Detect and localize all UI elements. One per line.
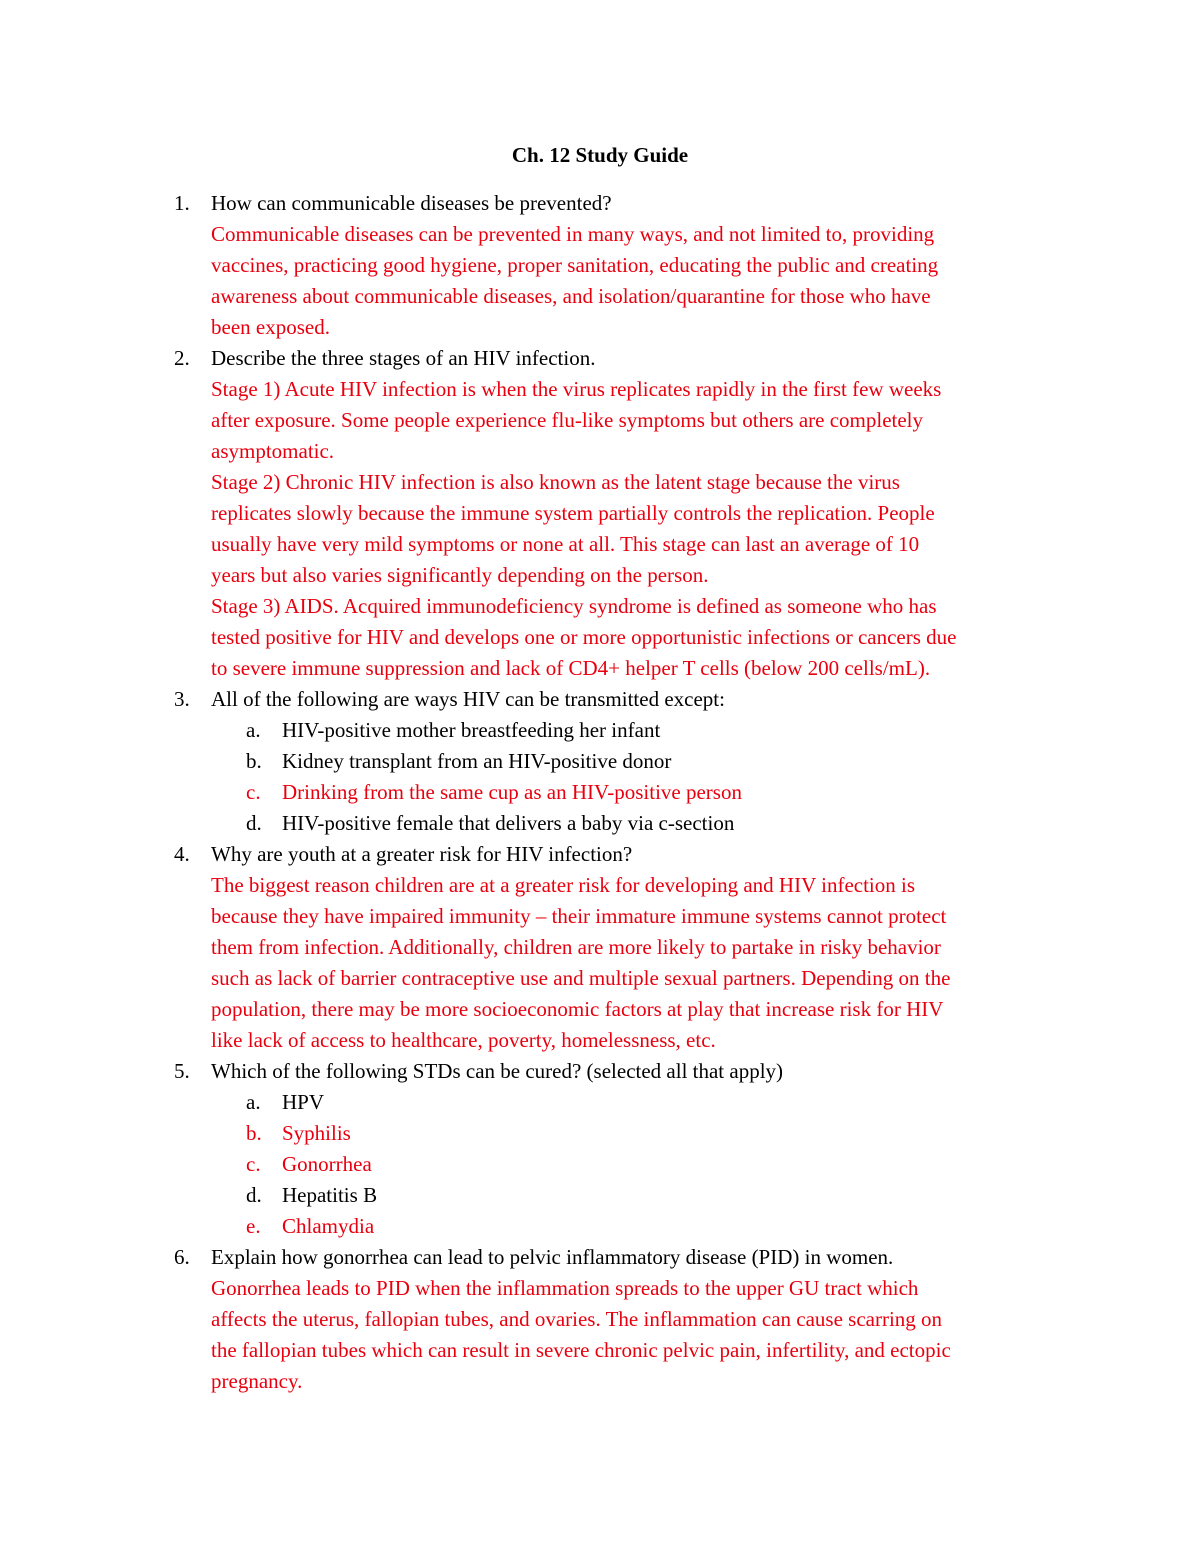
answer-line: affects the uterus, fallopian tubes, and ovaries. The inflammation can cause scarring on	[211, 1307, 943, 1331]
option-letter: d.	[246, 811, 262, 835]
question-5	[0, 1056, 1200, 1242]
question-2	[0, 343, 1200, 684]
answer-line: Stage 2) Chronic HIV infection is also known as the latent stage because the virus	[211, 470, 900, 494]
answer-line: The biggest reason children are at a greater risk for developing and HIV infection is	[211, 873, 916, 897]
question-number: 3.	[174, 687, 190, 711]
answer-line: Gonorrhea leads to PID when the inflammation spreads to the upper GU tract which	[211, 1276, 919, 1300]
answer-line: pregnancy.	[211, 1369, 303, 1393]
question-number: 2.	[174, 346, 190, 370]
question-1	[0, 188, 1200, 343]
option-letter: c.	[246, 780, 261, 804]
question-number: 6.	[174, 1245, 190, 1269]
answer-line: such as lack of barrier contraceptive use and multiple sexual partners. Depending on the	[211, 966, 951, 990]
option-b	[211, 746, 1060, 777]
question-text: Describe the three stages of an HIV infection.	[211, 346, 596, 370]
option-text: Kidney transplant from an HIV-positive donor	[282, 749, 672, 773]
option-b-correct	[211, 1118, 1060, 1149]
answer-line: population, there may be more socioeconomic factors at play that increase risk for HIV	[211, 997, 944, 1021]
option-letter: d.	[246, 1183, 262, 1207]
answer-line: vaccines, practicing good hygiene, proper sanitation, educating the public and creating	[211, 253, 939, 277]
question-3	[0, 684, 1200, 839]
answer-line: Stage 1) Acute HIV infection is when the virus replicates rapidly in the first few weeks	[211, 377, 942, 401]
answer-line: after exposure. Some people experience flu-like symptoms but others are completely	[211, 408, 924, 432]
question-number: 1.	[174, 191, 190, 215]
answer-line: replicates slowly because the immune system partially controls the replication. People	[211, 501, 935, 525]
option-text: HIV-positive mother breastfeeding her infant	[282, 718, 661, 742]
question-text: Which of the following STDs can be cured? (selected all that apply)	[211, 1059, 784, 1083]
answer-line: usually have very mild symptoms or none at all. This stage can last an average of 10	[211, 532, 920, 556]
answer-line: asymptomatic.	[211, 439, 335, 463]
answer-line: Stage 3) AIDS. Acquired immunodeficiency syndrome is defined as someone who has	[211, 594, 937, 618]
page-title: Ch. 12 Study Guide	[511, 143, 689, 167]
answer-line: like lack of access to healthcare, poverty, homelessness, etc.	[211, 1028, 716, 1052]
answer-line: years but also varies significantly depending on the person.	[211, 563, 709, 587]
answer-line: tested positive for HIV and develops one or more opportunistic infections or cancers due	[211, 625, 957, 649]
option-letter: c.	[246, 1152, 261, 1176]
answer-line: because they have impaired immunity – their immature immune systems cannot protect	[211, 904, 947, 928]
option-e-correct	[211, 1211, 1060, 1242]
question-number: 4.	[174, 842, 190, 866]
option-a	[211, 1087, 1060, 1118]
answer-line: been exposed.	[211, 315, 330, 339]
option-a	[211, 715, 1060, 746]
question-6	[0, 1242, 1200, 1397]
option-letter: a.	[246, 718, 261, 742]
option-letter: b.	[246, 1121, 262, 1145]
answer-line: them from infection. Additionally, children are more likely to partake in risky behavior	[211, 935, 941, 959]
option-d	[211, 808, 1060, 839]
option-c-correct	[211, 1149, 1060, 1180]
question-4	[0, 839, 1200, 1056]
answer-line: awareness about communicable diseases, and isolation/quarantine for those who have	[211, 284, 931, 308]
option-text: Syphilis	[282, 1121, 351, 1145]
option-letter: b.	[246, 749, 262, 773]
option-text: HPV	[282, 1090, 325, 1114]
option-text: Drinking from the same cup as an HIV-positive person	[282, 780, 742, 804]
answer-line: to severe immune suppression and lack of CD4+ helper T cells (below 200 cells/mL).	[211, 656, 931, 680]
option-letter: e.	[246, 1214, 261, 1238]
question-text: Why are youth at a greater risk for HIV infection?	[211, 842, 633, 866]
answer-line: Communicable diseases can be prevented in many ways, and not limited to, providing	[211, 222, 935, 246]
option-c-correct	[211, 777, 1060, 808]
question-text: Explain how gonorrhea can lead to pelvic inflammatory disease (PID) in women.	[211, 1245, 894, 1269]
question-text: All of the following are ways HIV can be transmitted except:	[211, 687, 725, 711]
option-text: HIV-positive female that delivers a baby via c-section	[282, 811, 735, 835]
option-text: Gonorrhea	[282, 1152, 372, 1176]
question-text: How can communicable diseases be prevented?	[211, 191, 612, 215]
question-list	[0, 188, 1200, 1397]
option-letter: a.	[246, 1090, 261, 1114]
option-text: Chlamydia	[282, 1214, 375, 1238]
answer-line: the fallopian tubes which can result in severe chronic pelvic pain, infertility, and ectopic	[211, 1338, 951, 1362]
question-number: 5.	[174, 1059, 190, 1083]
option-d	[211, 1180, 1060, 1211]
option-text: Hepatitis B	[282, 1183, 378, 1207]
